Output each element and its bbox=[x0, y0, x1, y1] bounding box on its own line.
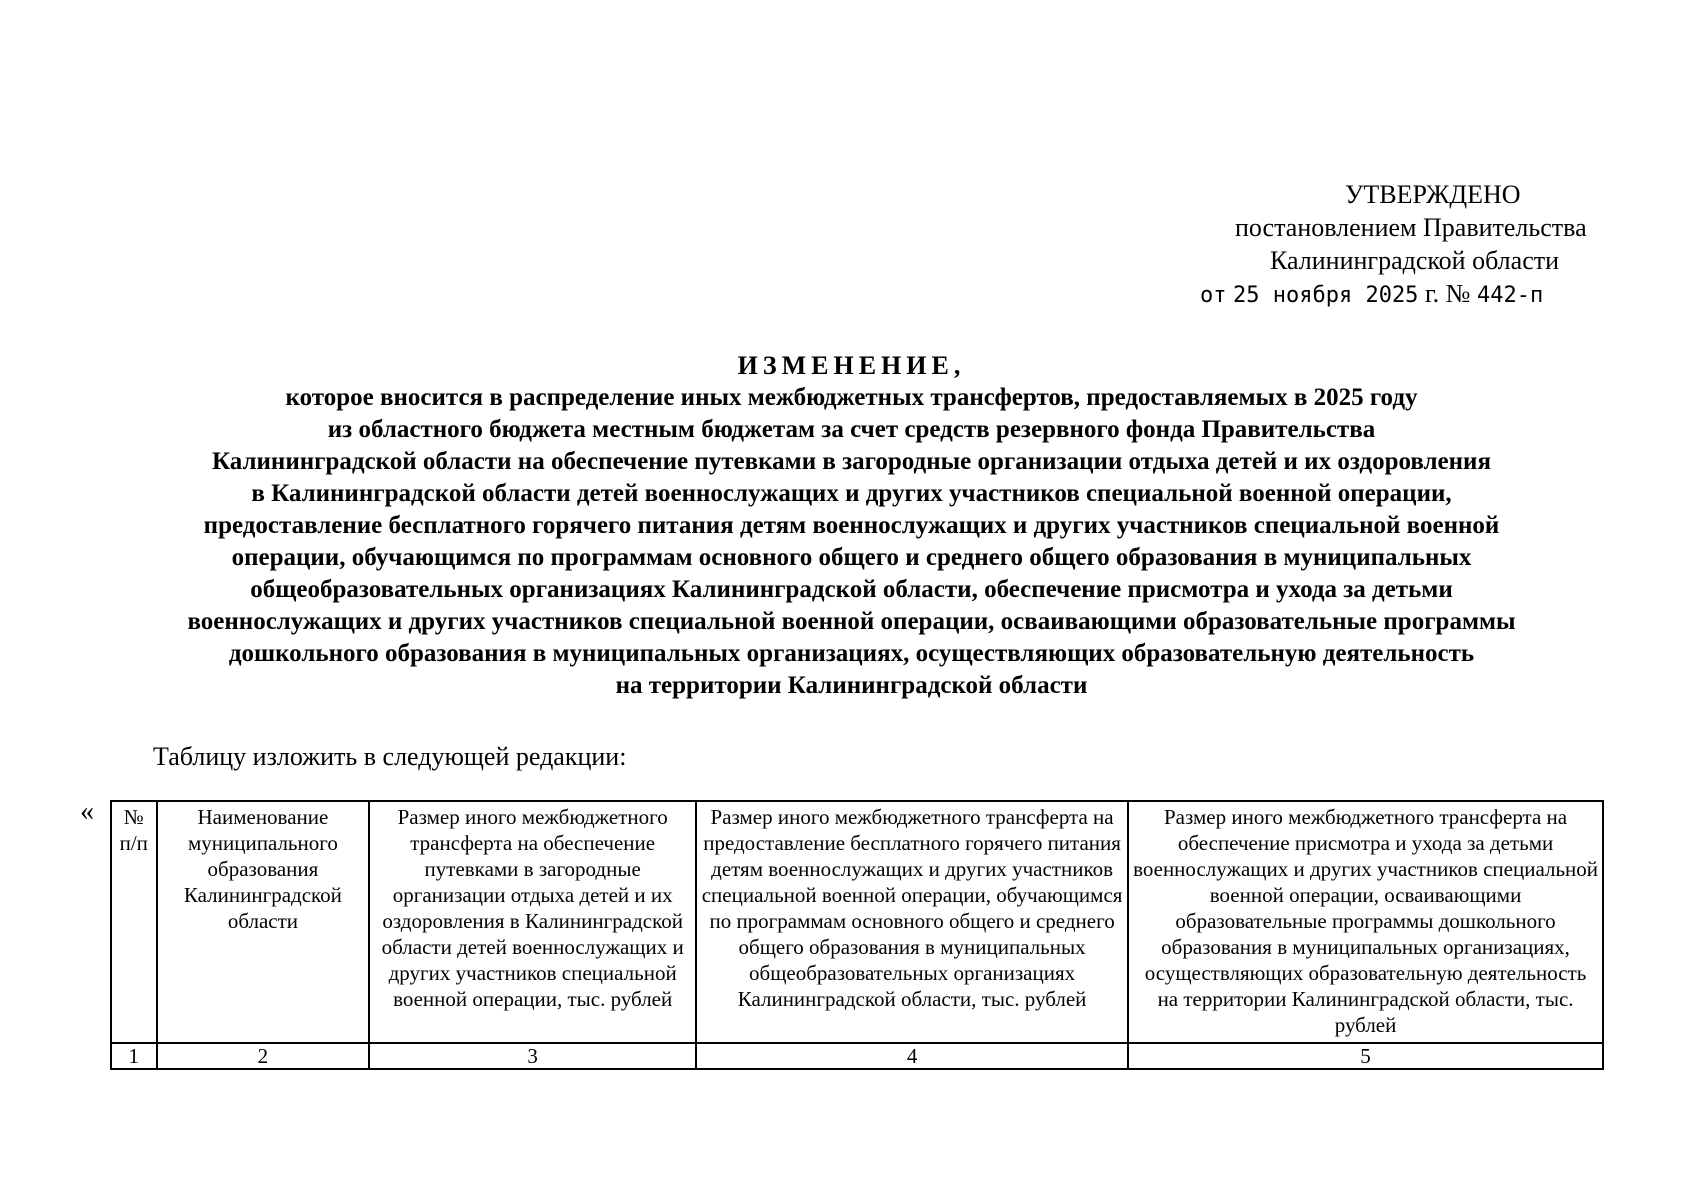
table-row bbox=[111, 1043, 1603, 1069]
title-line: военнослужащих и других участников специальной военной операции, осваивающими образовательные программы bbox=[187, 608, 1516, 635]
approval-line-decree: постановлением Правительства bbox=[1235, 213, 1587, 242]
approval-date: 25 ноября 2025 bbox=[1233, 283, 1419, 308]
header-number: № п/п bbox=[111, 801, 157, 1043]
title-line: из областного бюджета местным бюджетам за счет средств резервного фонда Правительства bbox=[327, 416, 1376, 443]
approval-block bbox=[1180, 178, 1650, 312]
column-number-cell: 4 bbox=[696, 1043, 1128, 1069]
approval-line-region: Калининградской области bbox=[1270, 246, 1560, 275]
header-municipality: Наименование муниципального образования Калининградской области bbox=[157, 801, 370, 1043]
title-line: дошкольного образования в муниципальных организациях, осуществляющих образовательную деятельность bbox=[228, 640, 1475, 667]
title-line: предоставление бесплатного горячего питания детям военнослужащих и других участников специальной военной bbox=[203, 512, 1500, 539]
title-line: которое вносится в распределение иных межбюджетных трансфертов, предоставляемых в 2025 году bbox=[285, 384, 1418, 411]
title-line: Калининградской области на обеспечение путевками в загородные организации отдыха детей и их оздоровления bbox=[211, 448, 1491, 475]
transfer-table bbox=[110, 800, 1604, 1070]
header-vouchers: Размер иного межбюджетного трансферта на обеспечение путевками в загородные организации отдыха детей и их оздоровления в Калининградской области детей военнослужащих и других участников специальной военной операции, тыс. рублей bbox=[369, 801, 696, 1043]
approval-line-date bbox=[1180, 277, 1650, 312]
column-number-cell: 5 bbox=[1128, 1043, 1603, 1069]
intro-text: Таблицу изложить в следующей редакции: bbox=[153, 742, 627, 771]
title-line: на территории Калининградской области bbox=[615, 672, 1088, 699]
approval-date-prefix: от bbox=[1200, 283, 1227, 308]
title-line: общеобразовательных организациях Калининградской области, обеспечение присмотра и ухода за детьми bbox=[250, 576, 1453, 603]
document-title bbox=[60, 350, 1643, 702]
opening-quote: « bbox=[80, 796, 94, 827]
column-number-cell: 2 bbox=[157, 1043, 370, 1069]
title-heading: ИЗМЕНЕНИЕ, bbox=[737, 351, 966, 380]
header-childcare: Размер иного межбюджетного трансферта на обеспечение присмотра и ухода за детьми военнослужащих и других участников специальной военной операции, осваивающими образовательные программы дошкольного образования в муниципальных организациях, осуществляющих образовательную деятельность на территории Калининградской области, тыс. рублей bbox=[1128, 801, 1603, 1043]
table-header-row bbox=[111, 801, 1603, 1043]
approval-number-label: г. № bbox=[1424, 279, 1471, 308]
column-number-cell: 1 bbox=[111, 1043, 157, 1069]
title-line: операции, обучающимся по программам основного общего и среднего общего образования в муниципальных bbox=[231, 544, 1472, 571]
title-line: в Калининградской области детей военнослужащих и других участников специальной военной операции, bbox=[251, 480, 1452, 507]
header-meals: Размер иного межбюджетного трансферта на предоставление бесплатного горячего питания детям военнослужащих и других участников специальной военной операции, обучающимся по программам основного общего и среднего общего образования в муниципальных общеобразовательных организациях Калининградской области, тыс. рублей bbox=[696, 801, 1128, 1043]
approval-number: 442-п bbox=[1476, 283, 1544, 308]
approval-title: УТВЕРЖДЕНО bbox=[1345, 180, 1521, 209]
column-number-cell: 3 bbox=[369, 1043, 696, 1069]
